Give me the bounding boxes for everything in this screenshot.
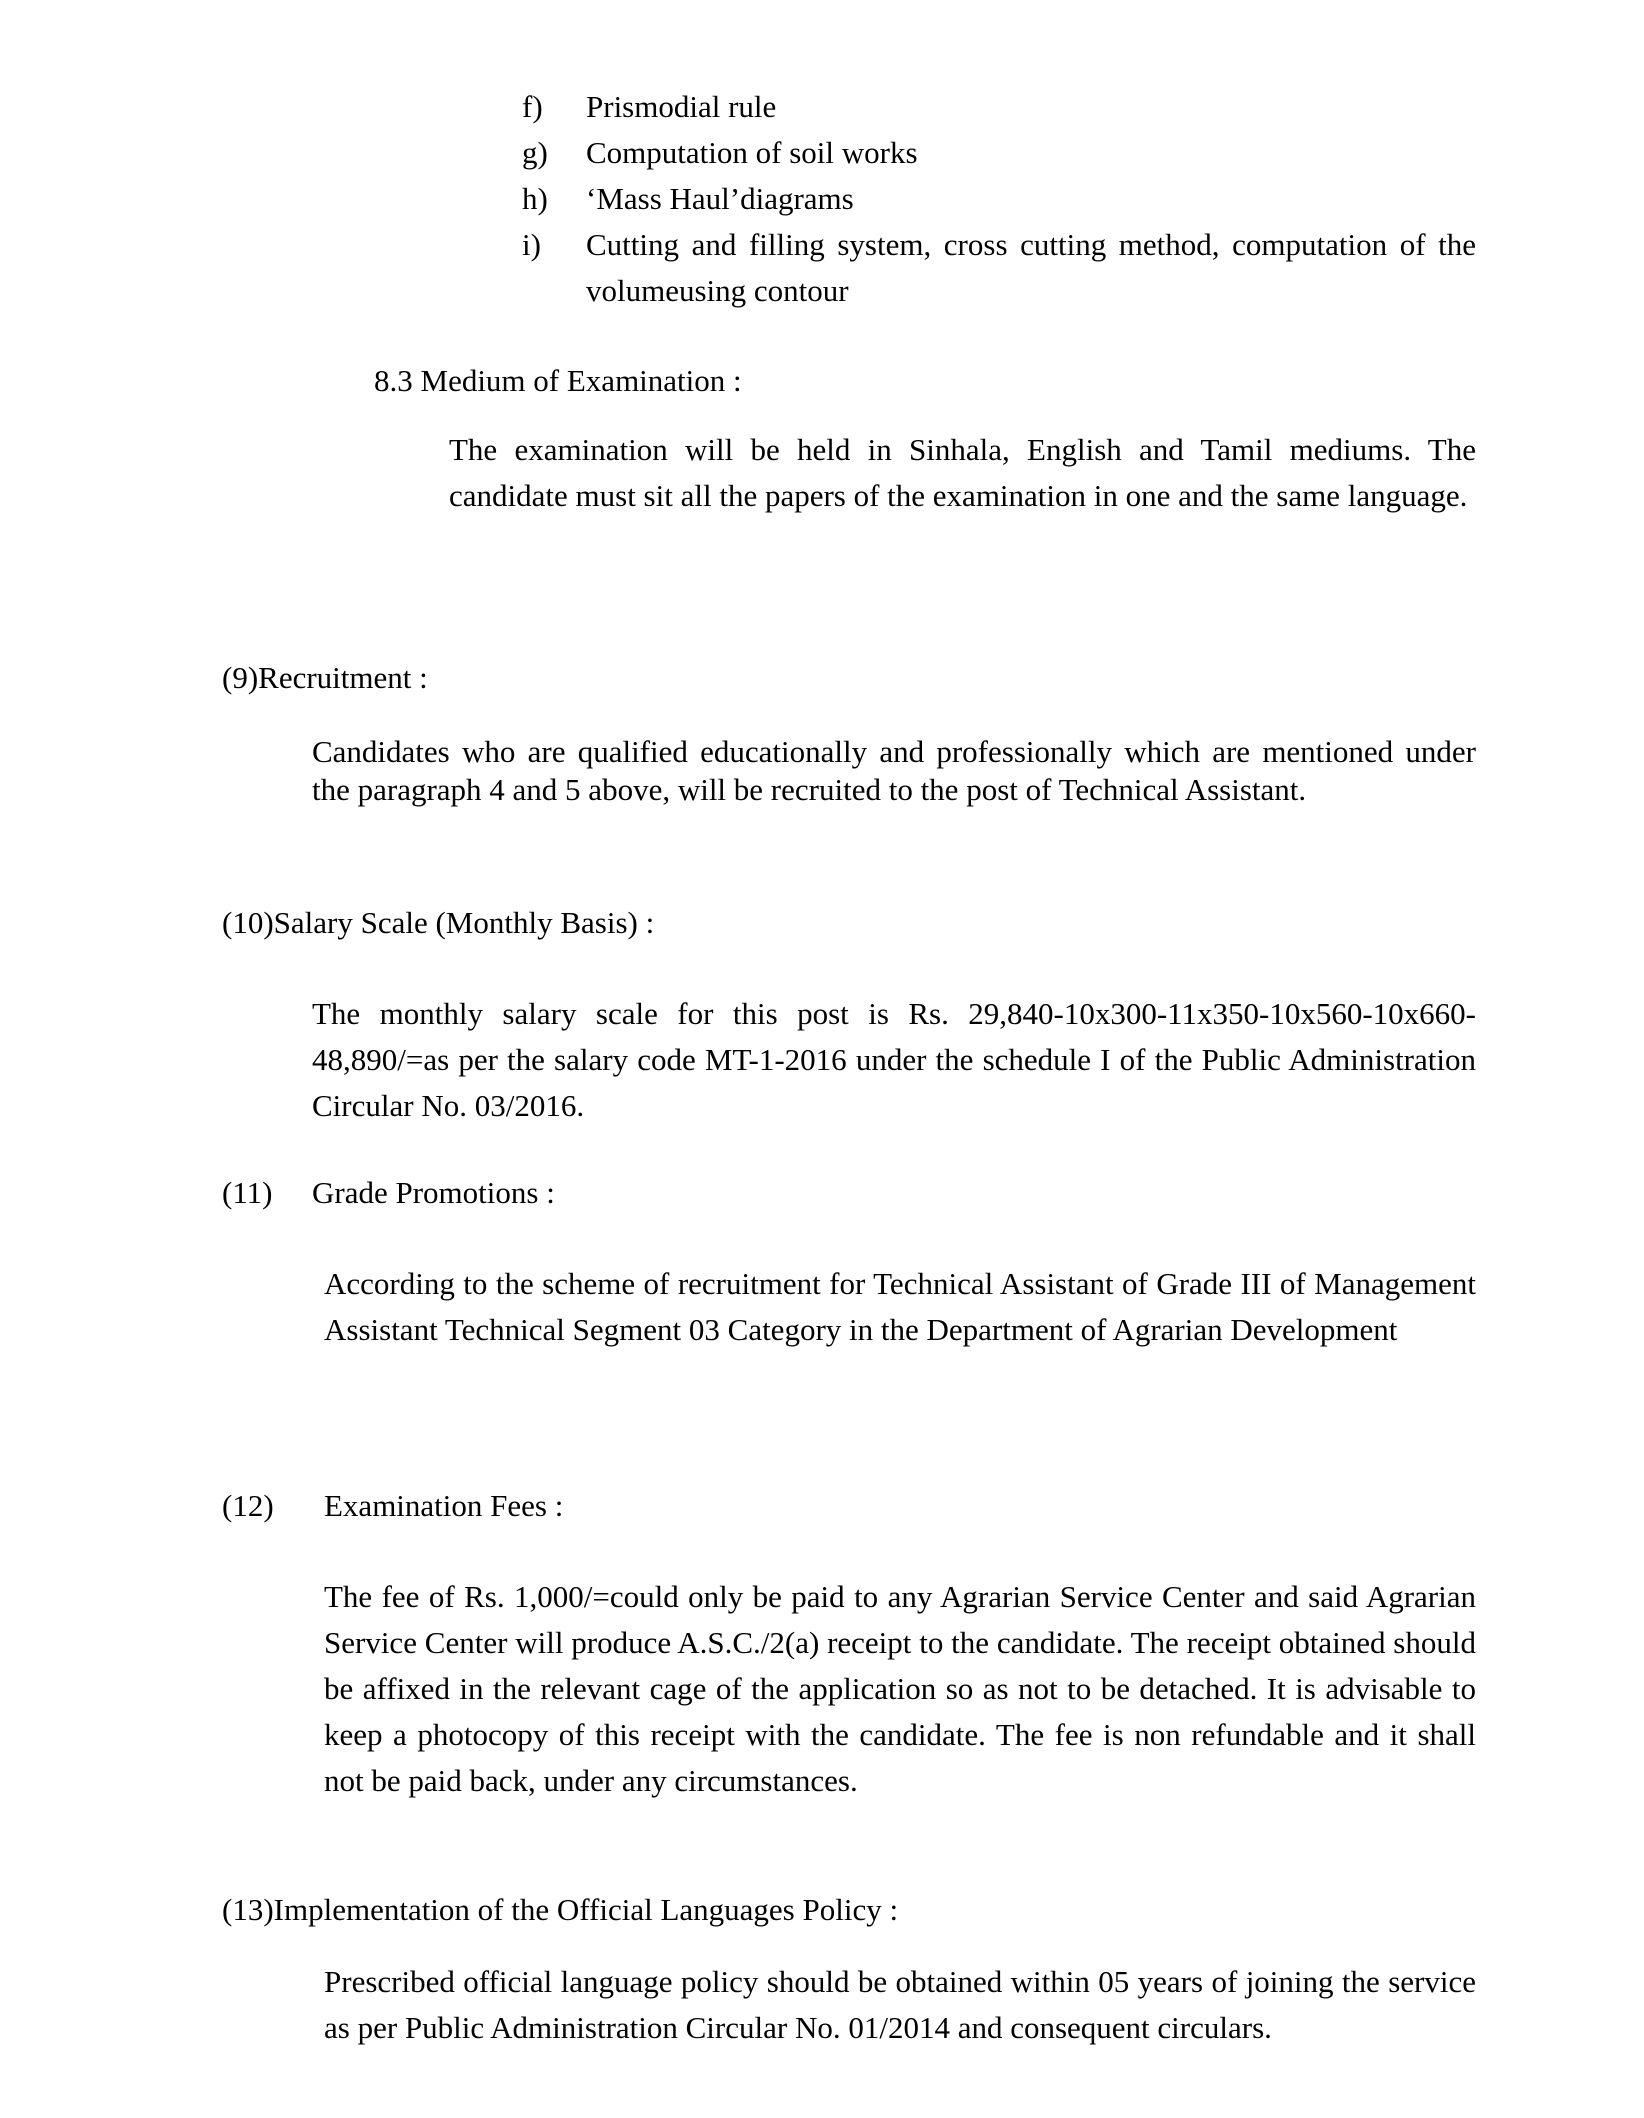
list-item-text: Cutting and filling system, cross cutting method, computation of the volumeusing contour — [586, 227, 1476, 308]
section-13-heading: (13)Implementation of the Official Languages Policy : — [222, 1892, 899, 1927]
list-item-label: g) — [522, 135, 548, 170]
section-8-3-heading: 8.3 Medium of Examination : — [374, 363, 742, 398]
list-item-label: h) — [522, 181, 548, 216]
list-item-label: f) — [522, 89, 543, 124]
section-11-body: According to the scheme of recruitment for Technical Assistant of Grade III of Management Assistant Technical Segment 03 Category in the Department of Agrarian Development — [324, 1266, 1476, 1347]
section-9-heading: (9)Recruitment : — [222, 660, 428, 695]
section-12-title: Examination Fees : — [324, 1488, 564, 1523]
section-8-3-body: The examination will be held in Sinhala, English and Tamil mediums. The candidate must sit all the papers of the examination in one and the same language. — [449, 432, 1476, 513]
list-item-text: Computation of soil works — [586, 135, 918, 170]
section-9-body: Candidates who are qualified educationally and professionally which are mentioned under the paragraph 4 and 5 above, will be recruited to the post of Technical Assistant. — [312, 734, 1476, 807]
list-item-label: i) — [522, 227, 541, 262]
section-12-number: (12) — [222, 1488, 274, 1523]
section-13-body: Prescribed official language policy should be obtained within 05 years of joining the service as per Public Administration Circular No. 01/2014 and consequent circulars. — [324, 1964, 1476, 2045]
section-12-body: The fee of Rs. 1,000/=could only be paid to any Agrarian Service Center and said Agrarian Service Center will produce A.S.C./2(a) receipt to the candidate. The receipt obtained should be affixed in the relevant cage of the application so as not to be detached. It is advisable to keep a photocopy of this receipt with the candidate. The fee is non refundable and it shall not be paid back, under any circumstances. — [324, 1579, 1476, 1798]
section-10-body: The monthly salary scale for this post is Rs. 29,840-10x300-11x350-10x560-10x660-48,890/=as per the salary code MT-1-2016 under the schedule I of the Public Administration Circular No. 03/2016. — [312, 996, 1476, 1123]
list-item-text: ‘Mass Haul’diagrams — [586, 181, 854, 216]
section-11-number: (11) — [222, 1175, 273, 1210]
list-item-text: Prismodial rule — [586, 89, 777, 124]
section-11-title: Grade Promotions : — [312, 1175, 555, 1210]
section-10-heading: (10)Salary Scale (Monthly Basis) : — [222, 905, 655, 940]
